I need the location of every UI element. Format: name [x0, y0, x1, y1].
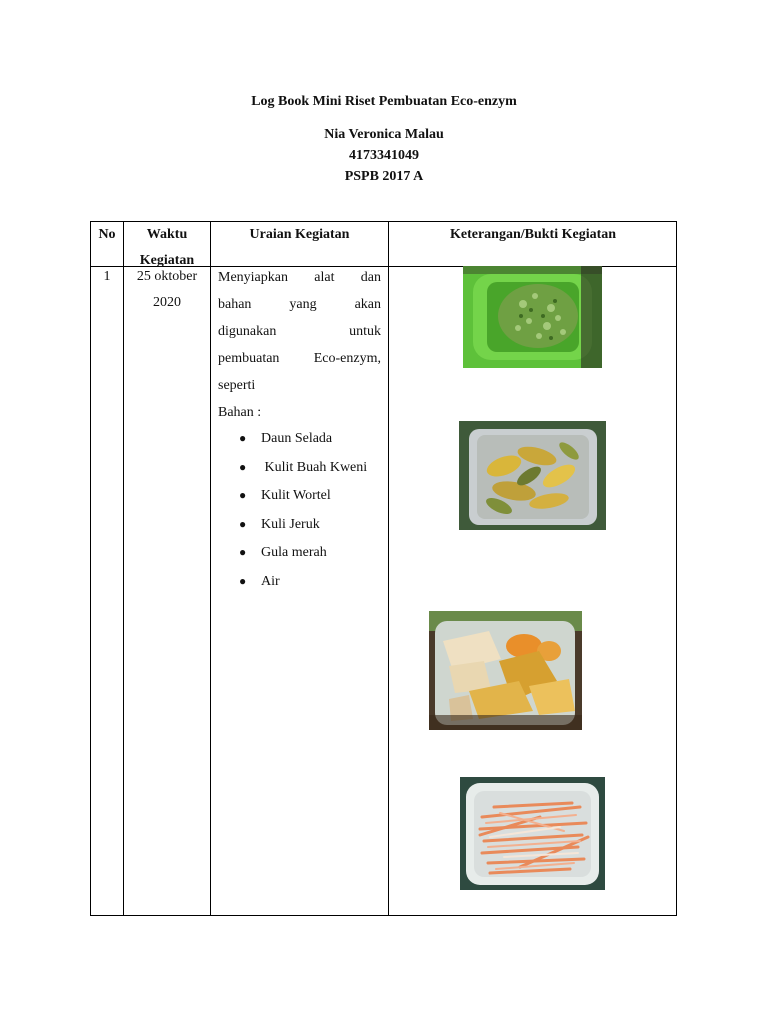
page-title: Log Book Mini Riset Pembuatan Eco-enzym [251, 94, 517, 109]
bullet-icon: ● [239, 488, 247, 503]
desc-word: Menyiapkan [218, 270, 288, 285]
activity-description [218, 264, 381, 426]
desc-word: pembuatan [218, 351, 280, 366]
list-item: ● Air [239, 567, 367, 596]
desc-word: digunakan [218, 324, 277, 339]
photo-chopped-lettuce [463, 266, 602, 368]
list-item: ● Daun Selada [239, 424, 367, 453]
row-date-line2: 2020 [153, 295, 181, 310]
bullet-icon: ● [239, 431, 247, 445]
row-date-line1: 25 oktober [136, 269, 198, 284]
list-item: ● Kulit Buah Kweni [239, 453, 367, 482]
desc-word: yang [289, 297, 317, 312]
student-id: 4173341049 [349, 148, 419, 163]
desc-word: untuk [349, 324, 381, 339]
photo-carrot-peels [460, 777, 605, 890]
header-uraian: Uraian Kegiatan [249, 227, 350, 242]
desc-word: bahan [218, 297, 252, 312]
desc-line [218, 264, 381, 291]
desc-seperti: seperti [218, 378, 256, 393]
header-no: No [98, 227, 116, 242]
header-waktu-line1: Waktu [146, 227, 188, 242]
desc-line [218, 345, 381, 372]
column-divider [388, 222, 389, 915]
header-waktu-line2: Kegiatan [139, 253, 195, 268]
ingredient-list [239, 424, 367, 596]
desc-line [218, 318, 381, 345]
column-divider [123, 222, 124, 915]
list-item: ● Kulit Wortel [239, 481, 367, 510]
desc-word: dan [360, 270, 381, 285]
class-label: PSPB 2017 A [344, 169, 424, 184]
bullet-icon: ● [239, 459, 247, 474]
list-item: ● Gula merah [239, 538, 367, 567]
photo-mango-peels [459, 421, 606, 530]
desc-word: Eco-enzym, [313, 351, 381, 366]
desc-word: alat [314, 270, 335, 285]
desc-line [218, 291, 381, 318]
bullet-icon: ● [239, 545, 247, 560]
photo-mixed-peels [429, 611, 582, 730]
row-number: 1 [103, 269, 111, 284]
list-item: ● Kuli Jeruk [239, 510, 367, 539]
row-date [124, 264, 210, 316]
bullet-icon: ● [239, 516, 247, 531]
bullet-icon: ● [239, 573, 247, 588]
desc-word: akan [354, 297, 381, 312]
header-keterangan: Keterangan/Bukti Kegiatan [449, 227, 617, 242]
column-divider [210, 222, 211, 915]
bahan-label: Bahan : [218, 405, 262, 420]
author-name: Nia Veronica Malau [324, 127, 444, 142]
